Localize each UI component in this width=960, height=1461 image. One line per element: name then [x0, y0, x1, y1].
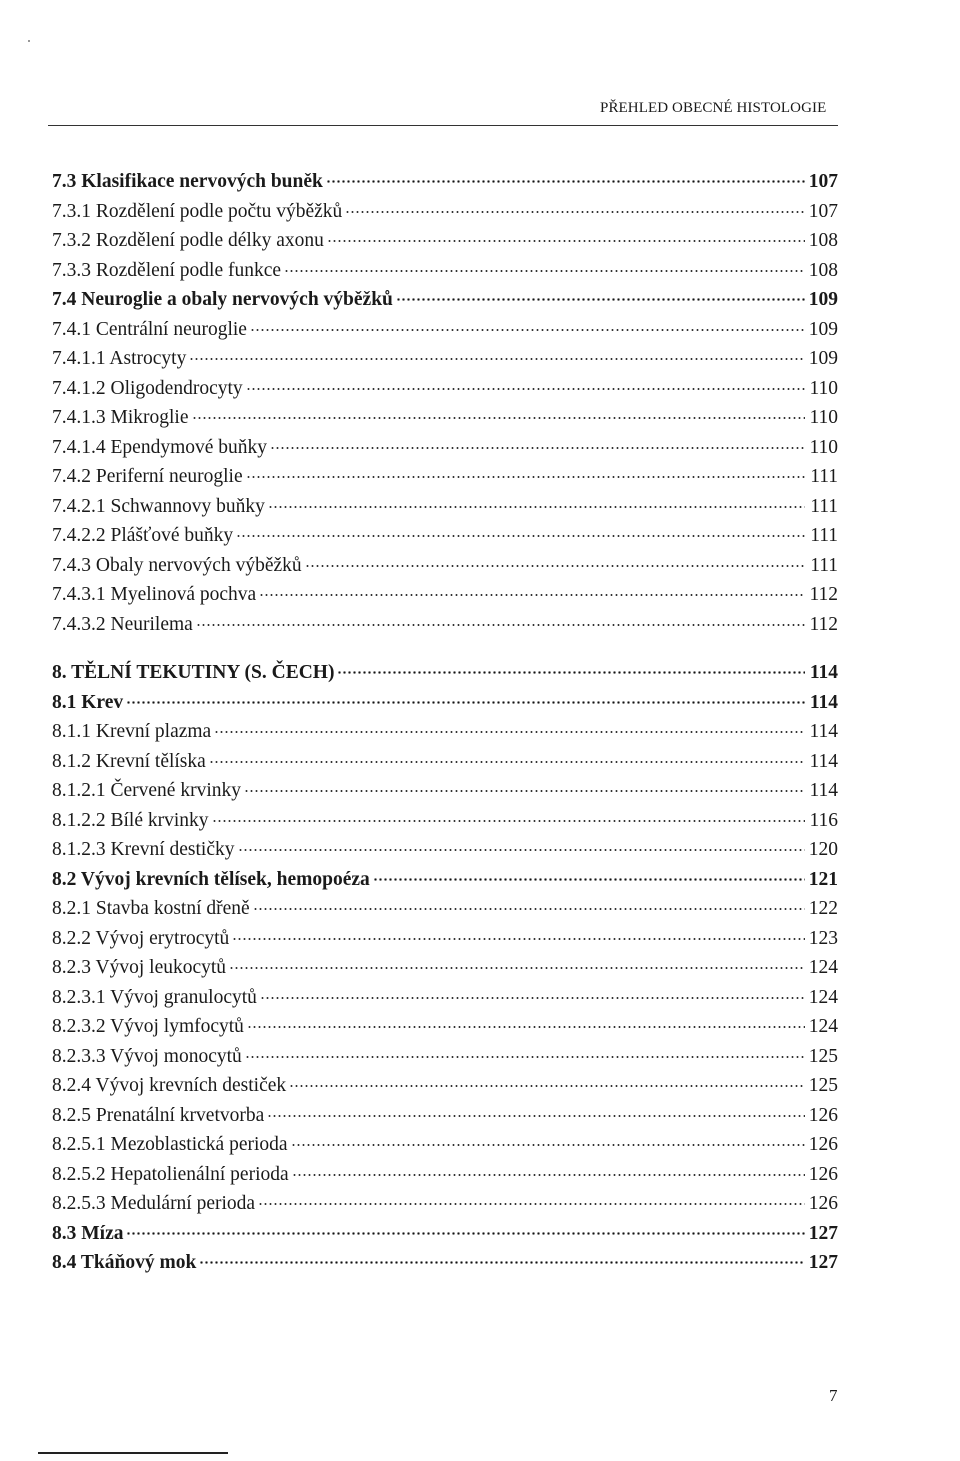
toc-entry-title: 8.2.5.1 Mezoblastická perioda: [52, 1134, 288, 1155]
toc-entry-title: 7.3 Klasifikace nervových buněk: [52, 171, 323, 192]
dot-leader: [212, 820, 805, 822]
dot-leader: [244, 790, 805, 792]
toc-group: [52, 167, 838, 639]
toc-heading-entry: [52, 865, 838, 895]
toc-entry-title: 8.2.2 Vývoj erytrocytů: [52, 927, 230, 949]
toc-entry: [52, 462, 838, 492]
toc-entry-title: 7.4.1.2 Oligodendrocyty: [52, 377, 243, 399]
dot-leader: [214, 731, 805, 733]
dot-leader: [192, 417, 806, 419]
toc-entry: [52, 610, 838, 640]
header-rule: [48, 125, 838, 126]
dot-leader: [126, 1232, 805, 1235]
toc-entry-page: 111: [810, 495, 838, 517]
toc-entry: [52, 717, 838, 747]
toc-entry: [52, 403, 838, 433]
toc-entry: [52, 1189, 838, 1219]
toc-entry: [52, 1012, 838, 1042]
dot-leader: [291, 1144, 805, 1146]
dot-leader: [199, 1261, 805, 1264]
dot-leader: [292, 1174, 805, 1176]
toc-entry-page: 127: [808, 1222, 838, 1244]
toc-entry: [52, 551, 838, 581]
toc-entry-page: 110: [809, 407, 838, 428]
toc-entry-title: 8.2.5.3 Medulární perioda: [52, 1193, 256, 1214]
dot-leader: [259, 594, 805, 596]
toc-entry-title: 7.4.3.1 Myelinová pochva: [52, 584, 257, 605]
dot-leader: [373, 878, 805, 881]
toc-entry-page: 127: [808, 1252, 838, 1273]
toc-entry-page: 120: [808, 839, 838, 860]
toc-entry-page: 109: [808, 289, 838, 310]
toc-entry: [52, 197, 838, 227]
dot-leader: [238, 849, 805, 851]
dot-leader: [189, 358, 805, 360]
toc-entry-title: 8.1.2 Krevní tělíska: [52, 750, 206, 772]
toc-entry-title: 7.4.1.1 Astrocyty: [52, 348, 187, 369]
footer-rule: [38, 1452, 228, 1454]
toc-entry-page: 112: [809, 613, 838, 635]
dot-leader: [327, 240, 805, 242]
toc-entry-page: 124: [808, 1016, 838, 1037]
toc-entry-page: 114: [809, 691, 838, 713]
toc-entry-page: 125: [808, 1075, 838, 1096]
dot-leader: [337, 671, 805, 674]
toc-entry-title: 8.2.5 Prenatální krvetvorba: [52, 1104, 265, 1126]
toc-entry-title: 7.3.2 Rozdělení podle délky axonu: [52, 230, 324, 251]
toc-entry-title: 8.3 Míza: [52, 1222, 124, 1244]
toc-entry: [52, 492, 838, 522]
toc-entry-page: 126: [808, 1163, 838, 1185]
toc-entry-title: 8.2.3.2 Vývoj lymfocytů: [52, 1016, 244, 1037]
toc-entry: [52, 894, 838, 924]
dot-leader: [289, 1085, 805, 1087]
toc-entry-title: 8.2.3.1 Vývoj granulocytů: [52, 986, 257, 1008]
toc-entry-title: 8.2 Vývoj krevních tělísek, hemopoéza: [52, 868, 370, 890]
dot-leader: [268, 506, 805, 508]
dot-leader: [267, 1115, 805, 1117]
toc-heading-entry: [52, 285, 838, 315]
dot-leader: [196, 624, 805, 626]
dot-leader: [246, 476, 805, 478]
toc-entry-title: 8.1.2.2 Bílé krvinky: [52, 809, 209, 831]
toc-entry-title: 7.4.2.2 Plášťové buňky: [52, 525, 234, 546]
toc-entry: [52, 1071, 838, 1101]
toc-entry: [52, 924, 838, 954]
toc-group: [52, 658, 838, 1278]
toc-entry-page: 114: [809, 662, 838, 683]
dot-leader: [345, 211, 805, 213]
toc-entry-title: 8.2.3.3 Vývoj monocytů: [52, 1045, 242, 1067]
toc-entry-page: 125: [808, 1045, 838, 1067]
dot-leader: [396, 298, 805, 301]
toc-entry-page: 112: [809, 584, 838, 605]
toc-entry-title: 8.2.4 Vývoj krevních destiček: [52, 1075, 287, 1096]
toc-entry-title: 7.4.1 Centrální neuroglie: [52, 318, 247, 340]
scan-speck: [28, 40, 30, 42]
dot-leader: [326, 180, 805, 183]
toc-entry-page: 107: [808, 171, 838, 192]
toc-entry-title: 8.2.5.2 Hepatolienální perioda: [52, 1163, 289, 1185]
toc-entry-page: 126: [808, 1134, 838, 1155]
dot-leader: [247, 1026, 805, 1028]
toc-entry: [52, 806, 838, 836]
dot-leader: [284, 270, 805, 272]
toc-entry-page: 114: [809, 750, 838, 772]
dot-leader: [246, 388, 805, 390]
toc-entry-page: 111: [810, 554, 838, 576]
toc-entry-title: 7.4.3.2 Neurilema: [52, 613, 193, 635]
toc-entry: [52, 580, 838, 610]
toc-entry-page: 109: [808, 348, 838, 369]
toc-entry-page: 116: [809, 809, 838, 831]
toc-entry-title: 8.1.1 Krevní plazma: [52, 721, 212, 742]
toc-entry-page: 122: [808, 898, 838, 919]
toc-entry: [52, 776, 838, 806]
toc-entry-title: 7.4 Neuroglie a obaly nervových výběžků: [52, 289, 393, 310]
dot-leader: [232, 938, 805, 940]
page-number: 7: [829, 1386, 838, 1405]
toc-entry-page: 126: [808, 1193, 838, 1214]
toc-entry: [52, 344, 838, 374]
toc-entry-title: 8.1.2.1 Červené krvinky: [52, 780, 242, 801]
toc-entry-page: 111: [810, 466, 838, 487]
toc-entry-page: 109: [808, 318, 838, 340]
toc-heading-entry: [52, 167, 838, 197]
toc-entry-title: 7.4.2 Periferní neuroglie: [52, 466, 243, 487]
toc-entry: [52, 747, 838, 777]
toc-entry-title: 8.1 Krev: [52, 691, 124, 713]
toc-entry: [52, 315, 838, 345]
dot-leader: [209, 761, 805, 763]
toc-heading-entry: [52, 1219, 838, 1249]
toc-entry-page: 123: [808, 927, 838, 949]
toc-entry-title: 8.2.3 Vývoj leukocytů: [52, 957, 227, 978]
dot-leader: [245, 1056, 805, 1058]
toc-entry-title: 7.4.1.4 Ependymové buňky: [52, 436, 268, 458]
toc-entry-page: 114: [809, 780, 838, 801]
toc-entry-page: 110: [809, 377, 838, 399]
toc-heading-entry: [52, 688, 838, 718]
toc-entry: [52, 256, 838, 286]
toc-entry-page: 111: [810, 525, 838, 546]
toc-entry-title: 7.4.3 Obaly nervových výběžků: [52, 554, 302, 576]
toc-entry-title: 8. TĚLNÍ TEKUTINY (S. ČECH): [52, 662, 335, 683]
toc-entry-page: 107: [808, 200, 838, 222]
toc-entry-title: 7.4.1.3 Mikroglie: [52, 407, 189, 428]
toc-entry-title: 7.3.3 Rozdělení podle funkce: [52, 259, 282, 281]
toc-entry-title: 8.2.1 Stavba kostní dřeně: [52, 898, 250, 919]
toc-heading-entry: [52, 1248, 838, 1278]
dot-leader: [260, 997, 805, 999]
dot-leader: [253, 908, 805, 910]
toc-entry: [52, 983, 838, 1013]
table-of-contents: [52, 167, 838, 1278]
toc-entry: [52, 953, 838, 983]
toc-entry-page: 126: [808, 1104, 838, 1126]
dot-leader: [258, 1203, 805, 1205]
toc-heading-entry: [52, 658, 838, 688]
toc-entry-page: 124: [808, 957, 838, 978]
dot-leader: [126, 701, 805, 704]
dot-leader: [236, 535, 805, 537]
toc-entry-page: 114: [809, 721, 838, 742]
toc-entry: [52, 521, 838, 551]
toc-entry-page: 108: [808, 259, 838, 281]
toc-entry-title: 7.3.1 Rozdělení podle počtu výběžků: [52, 200, 343, 222]
toc-entry-page: 110: [809, 436, 838, 458]
toc-entry-title: 8.1.2.3 Krevní destičky: [52, 839, 235, 860]
toc-entry: [52, 433, 838, 463]
toc-entry: [52, 835, 838, 865]
toc-entry-page: 121: [808, 868, 838, 890]
toc-entry-page: 124: [808, 986, 838, 1008]
dot-leader: [229, 967, 805, 969]
toc-entry-page: 108: [808, 230, 838, 251]
toc-entry-title: 8.4 Tkáňový mok: [52, 1252, 197, 1273]
running-header: PŘEHLED OBECNÉ HISTOLOGIE: [600, 100, 827, 116]
dot-leader: [270, 447, 805, 449]
toc-entry: [52, 374, 838, 404]
toc-entry: [52, 1042, 838, 1072]
toc-entry: [52, 1130, 838, 1160]
toc-entry: [52, 1101, 838, 1131]
toc-entry: [52, 1160, 838, 1190]
toc-entry: [52, 226, 838, 256]
dot-leader: [250, 329, 805, 331]
toc-entry-title: 7.4.2.1 Schwannovy buňky: [52, 495, 265, 517]
dot-leader: [305, 565, 805, 567]
